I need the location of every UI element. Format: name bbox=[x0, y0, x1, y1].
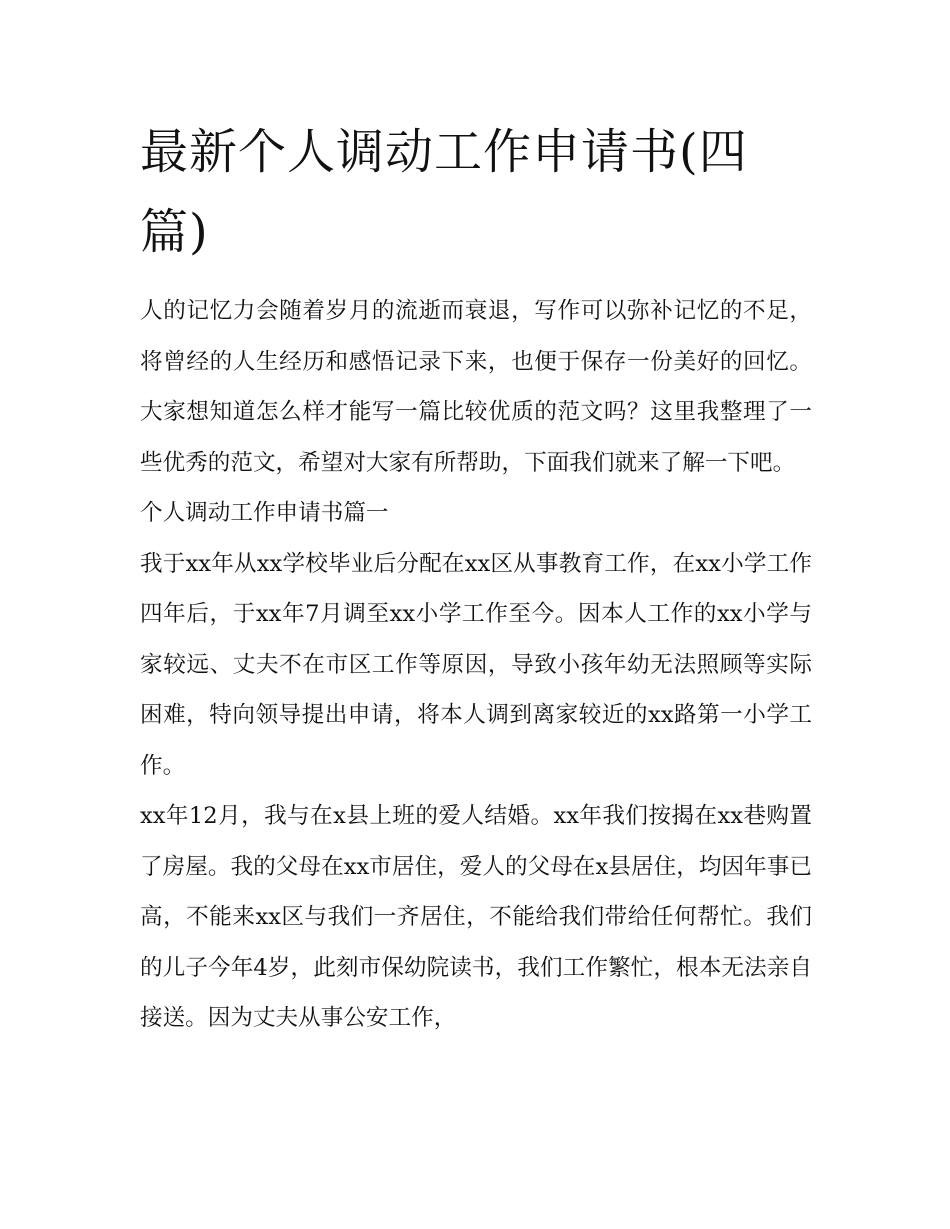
document-body bbox=[140, 112, 812, 1044]
intro-paragraph: 人的记忆力会随着岁月的流逝而衰退，写作可以弥补记忆的不足，将曾经的人生经历和感悟记录下来，也便于保存一份美好的回忆。大家想知道怎么样才能写一篇比较优质的范文吗？这里我整理了一些优秀的范文，希望对大家有所帮助，下面我们就来了解一下吧。 bbox=[140, 298, 812, 476]
document-title: 最新个人调动工作申请书(四篇) bbox=[140, 124, 748, 260]
section-heading: 个人调动工作申请书篇一 bbox=[140, 500, 389, 526]
body-paragraph-1: 我于xx年从xx学校毕业后分配在xx区从事教育工作，在xx小学工作四年后，于xx年7月调至xx小学工作至今。因本人工作的xx小学与家较远、丈夫不在市区工作等原因，导致小孩年幼无法照顾等实际困难，特向领导提出申请，将本人调到离家较近的xx路第一小学工作。 bbox=[140, 550, 812, 779]
body-paragraph-2: xx年12月，我与在x县上班的爱人结婚。xx年我们按揭在xx巷购置了房屋。我的父母在xx市居住，爱人的父母在x县居住，均因年事已高，不能来xx区与我们一齐居住，不能给我们带给任何帮忙。我们的儿子今年4岁，此刻市保幼院读书，我们工作繁忙，根本无法亲自接送。因为丈夫从事公安工作， bbox=[140, 803, 812, 1031]
